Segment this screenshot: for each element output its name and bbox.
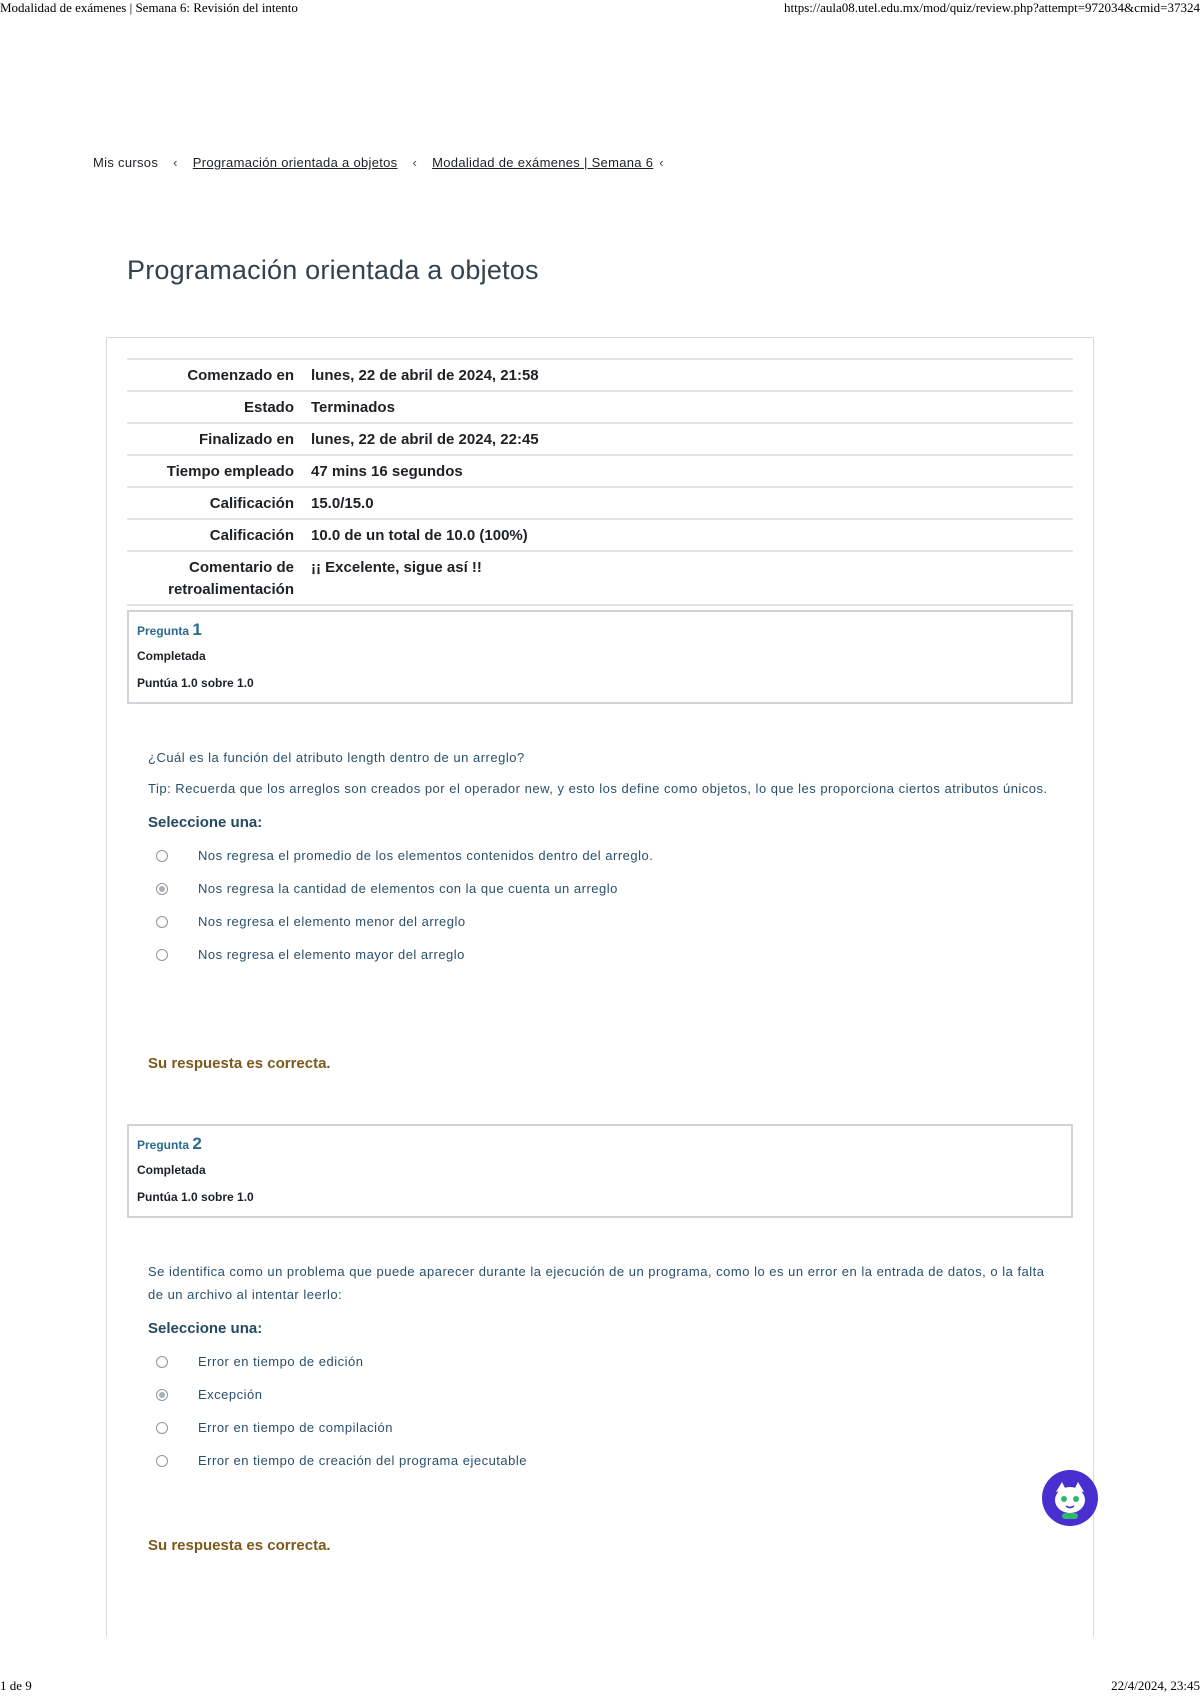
page-indicator: 1 de 9 <box>0 1678 32 1693</box>
summary-value: ¡¡ Excelente, sigue así !! <box>311 559 482 576</box>
question-number-value: 1 <box>192 620 202 639</box>
question-text: ¿Cuál es la función del atributo length dentro de un arreglo? <box>148 750 525 765</box>
summary-label: Comenzado en <box>187 367 294 384</box>
breadcrumb-separator: ‹ <box>659 155 664 170</box>
summary-label: Tiempo empleado <box>166 463 294 480</box>
question-content <box>148 1260 1048 1477</box>
summary-row <box>127 391 1073 423</box>
summary-row <box>127 519 1073 551</box>
answer-option-label: Nos regresa el promedio de los elementos contenidos dentro del arreglo. <box>198 848 654 863</box>
answer-options <box>148 839 1048 971</box>
answer-option-label: Nos regresa el elemento menor del arreglo <box>198 914 466 929</box>
question-info-box <box>127 610 1073 704</box>
answer-option-label: Nos regresa la cantidad de elementos con la que cuenta un arreglo <box>198 881 618 896</box>
radio-button-selected[interactable] <box>156 883 168 895</box>
answer-option-label: Error en tiempo de edición <box>198 1354 364 1369</box>
answer-feedback: Su respuesta es correcta. <box>148 1537 331 1554</box>
answer-option[interactable] <box>148 839 1048 872</box>
answer-option-label: Nos regresa el elemento mayor del arreglo <box>198 947 465 962</box>
answer-option[interactable] <box>148 1345 1048 1378</box>
summary-label: Finalizado en <box>198 431 294 448</box>
breadcrumb-separator: ‹ <box>412 155 418 170</box>
summary-row <box>127 487 1073 519</box>
question-state: Completada <box>137 1163 206 1177</box>
answer-option-label: Excepción <box>198 1387 263 1402</box>
breadcrumb-my-courses[interactable]: Mis cursos <box>93 155 159 170</box>
answer-option[interactable] <box>148 872 1048 905</box>
page-title: Programación orientada a objetos <box>127 255 539 285</box>
question-number-value: 2 <box>192 1134 202 1153</box>
summary-value: lunes, 22 de abril de 2024, 21:58 <box>311 367 539 384</box>
question-text: Se identifica como un problema que puede aparecer durante la ejecución de un programa, como lo es un error en la entrada de datos, o la falta de un archivo al intentar leerlo: <box>148 1264 1045 1302</box>
summary-label: Estado <box>243 399 294 416</box>
answer-prompt: Seleccione una: <box>148 814 263 831</box>
question-grade: Puntúa 1.0 sobre 1.0 <box>137 676 254 690</box>
radio-button[interactable] <box>156 850 168 862</box>
summary-label: Calificación <box>209 495 294 512</box>
answer-feedback: Su respuesta es correcta. <box>148 1055 331 1072</box>
chat-bot-button[interactable] <box>1042 1470 1098 1526</box>
radio-button[interactable] <box>156 1422 168 1434</box>
summary-row <box>127 423 1073 455</box>
question-number <box>137 620 1063 640</box>
summary-row <box>127 455 1073 487</box>
question-number-label: Pregunta <box>137 1138 190 1152</box>
answer-option-label: Error en tiempo de compilación <box>198 1420 393 1435</box>
radio-button[interactable] <box>156 916 168 928</box>
summary-value: 47 mins 16 segundos <box>311 463 463 480</box>
attempt-summary-table <box>127 358 1073 606</box>
question-number-label: Pregunta <box>137 624 190 638</box>
summary-label: Comentario de retroalimentación <box>168 559 294 598</box>
answer-option[interactable] <box>148 1411 1048 1444</box>
breadcrumb-quiz[interactable]: Modalidad de exámenes | Semana 6 <box>432 155 654 170</box>
question-info-box <box>127 1124 1073 1218</box>
question-content <box>148 746 1048 971</box>
summary-value: 15.0/15.0 <box>311 495 374 512</box>
radio-button[interactable] <box>156 1455 168 1467</box>
question-tip: Tip: Recuerda que los arreglos son creados por el operador new, y esto los define como objetos, lo que les proporciona ciertos atributos únicos. <box>148 781 1048 796</box>
breadcrumb-separator: ‹ <box>173 155 178 170</box>
summary-value: Terminados <box>311 399 395 416</box>
radio-button[interactable] <box>156 949 168 961</box>
answer-option[interactable] <box>148 1378 1048 1411</box>
radio-button-selected[interactable] <box>156 1389 168 1401</box>
chat-bot-icon <box>1042 1470 1098 1526</box>
summary-row <box>127 551 1073 605</box>
answer-prompt: Seleccione una: <box>148 1320 263 1337</box>
question-number <box>137 1134 1063 1154</box>
answer-options <box>148 1345 1048 1477</box>
radio-button[interactable] <box>156 1356 168 1368</box>
print-header-url: https://aula08.utel.edu.mx/mod/quiz/review.php?attempt=972034&cmid=37324 <box>783 0 1200 15</box>
print-header-title: Modalidad de exámenes | Semana 6: Revisión del intento <box>0 0 298 15</box>
summary-value: lunes, 22 de abril de 2024, 22:45 <box>311 431 539 448</box>
breadcrumb <box>93 155 679 170</box>
summary-label: Calificación <box>209 527 294 544</box>
answer-option[interactable] <box>148 905 1048 938</box>
print-datetime: 22/4/2024, 23:45 <box>1111 1678 1200 1693</box>
summary-value: 10.0 de un total de 10.0 (100%) <box>311 527 528 544</box>
breadcrumb-course[interactable]: Programación orientada a objetos <box>192 155 398 170</box>
summary-row <box>127 359 1073 391</box>
question-state: Completada <box>137 649 206 663</box>
answer-option-label: Error en tiempo de creación del programa ejecutable <box>198 1453 528 1468</box>
answer-option[interactable] <box>148 1444 1048 1477</box>
question-grade: Puntúa 1.0 sobre 1.0 <box>137 1190 254 1204</box>
print-footer <box>0 1680 1200 1696</box>
answer-option[interactable] <box>148 938 1048 971</box>
print-header <box>0 0 1200 16</box>
